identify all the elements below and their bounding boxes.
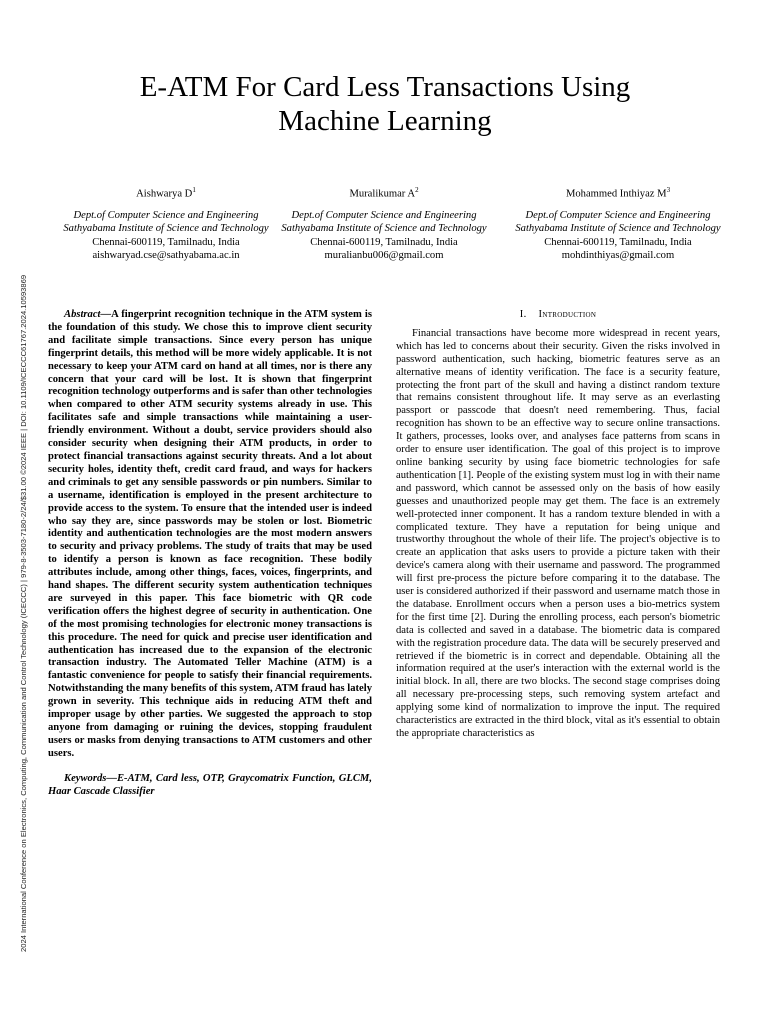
author-location: Chennai-600119, Tamilnadu, India: [92, 236, 240, 248]
author-department: Dept.of Computer Science and Engineering: [73, 209, 259, 221]
abstract: [48, 309, 372, 761]
author-block-3: [498, 184, 738, 263]
abstract-label: Abstract—: [64, 309, 112, 320]
author-email: muralianbu006@gmail.com: [324, 250, 444, 262]
author-institute: Sathyabama Institute of Science and Technology: [63, 223, 269, 235]
author-institute: Sathyabama Institute of Science and Technology: [281, 223, 487, 235]
author-name: Mohammed Inthiyaz $M^3$: [565, 186, 671, 200]
introduction-paragraph: Financial transactions have become more widespread in recent years, which has led to concerns about their security. Given the risks involved in password authentication, such hacking, biometric features serve as an alternative means of identity verification. The face is a security feature, protecting the front part of the skull and having a distinct random texture that remains consistent throughout life. It may serve as an everlasting passport or passcode that doesn't need remembering. Thus, facial recognition has shown to be an effective way to secure online transactions. It gathers, processes, looks over, and analyses face patterns from scans in order to ensure user identification. The goal of this project is to improve online banking security by using face biometric technologies for safe authentication [1]. People of the existing system must log in with their name and password, which cannot be assessed only on the basis of how easily guesses and unauthorized people may get them. The face is an extremely well-protected inner component. It has a random texture blended in with a complicated texture. They have a reputation for being unique and trustworthy throughout the whole of their life. The project's objective is to create an application that asks users to provide a picture taken with their device's camera along with their username and password. The programmed will first pre-process the picture before comparing it to the database. The user is considered authorized if their password and username match those in the database. Enrollment occurs when a person uses a bio-metrics system for the first time [2]. During the enrolling process, each person's biometric data is collected and saved in a database. The biometric data is compared with the registration procedure data. The data will be securely preserved and retrieved if the biometric is in correct and dependable. Obtaining all the information required at the user's interaction with the external world is the initial block. In all, there are two blocks. The second stage comprises doing all necessary pre-processing steps, such removing system artefact and applying some kind of normalization to improve the input. The required characteristics are extracted in the third block, vital as it's essential to obtain the appropriate characteristics as: [396, 327, 720, 739]
section-heading: [396, 309, 720, 322]
title-line-1: E-ATM For Card Less Transactions Using: [139, 71, 631, 103]
author-name: Aishwarya $D^1$: [136, 186, 196, 200]
author-department: Dept.of Computer Science and Engineering: [525, 209, 711, 221]
left-column: [48, 309, 372, 799]
author-location: Chennai-600119, Tamilnadu, India: [310, 236, 458, 248]
author-location: Chennai-600119, Tamilnadu, India: [544, 236, 692, 248]
author-name: Muralikumar $A^2$: [349, 186, 419, 200]
doi-sidebar: 2024 International Conference on Electronics, Computing, Communication and Control Technology (ICECCC) | 979-8-3503-7180-2/24/$31.00 ©2024 IEEE | DOI: 10.1109/ICECCC61767.2024.10593869: [19, 274, 28, 952]
author-department: Dept.of Computer Science and Engineering: [291, 209, 477, 221]
author-block-1: [46, 184, 286, 263]
title-line-2: Machine Learning: [278, 105, 492, 137]
author-institute: Sathyabama Institute of Science and Technology: [515, 223, 721, 235]
paper-title: [60, 70, 710, 138]
author-block-2: [264, 184, 504, 263]
right-column: [396, 309, 720, 741]
section-title: Introduction: [538, 309, 597, 320]
author-email: aishwaryad.cse@sathyabama.ac.in: [92, 250, 240, 262]
author-email: mohdinthiyas@gmail.com: [561, 250, 675, 262]
keywords: Keywords—E-ATM, Card less, OTP, Graycomatrix Function, GLCM, Haar Cascade Classifier: [48, 772, 372, 797]
section-number: I.: [519, 309, 527, 320]
abstract-text: A fingerprint recognition technique in the ATM system is the foundation of this study. We chose this to improve client security and facilitate simple transactions. Since every person has unique fingerprint details, this method will be more widely applicable. It is not necessary to keep your ATM card on hand at all times, nor is there any concern that your card will be lost. It is shown that fingerprint recognition technology outperforms and is safer than other technologies when compared to other ATM security systems already in use. This facilitates safe and simple transactions while maintaining a user-friendly environment. Without a doubt, service providers should also consider security when designing their ATM products, in order to protect financial transactions against security threats. And a lot about security holes, identity theft, credit card fraud, and ways for hackers and criminals to get any sensible passwords or pin numbers. Similar to a username, identification is employed in the present architecture to provide access to the system. To ensure that the intended user is indeed who say they are, since passwords may be stolen or lost. Biometric identity and authentication technologies are the most modern answers to security and privacy problems. The study of traits that may be used to identify a person is known as face recognition. These bodily attributes include, among other things, faces, voices, fingerprints, and hand shapes. The different security system authentication techniques are surveyed in this paper. This face biometric with QR code verification offers the highest degree of security in authentication. One of the most promising technologies for electronic money transactions is this procedure. The need for quick and precise user identification and authentication has increased due to the expansion of the electronic transaction industry. The Automated Teller Machine (ATM) is a fantastic convenience for people to satisfy their financial requirements. Notwithstanding the many benefits of this system, ATM fraud has lately grown in severity. This technique aids in reducing ATM theft and improper usage by other parties. We suggested the approach to stop anyone from damaging or ruining the devices, stopping fraudulent users or masks from denying transactions to ATM customers and other users.: [48, 309, 372, 759]
